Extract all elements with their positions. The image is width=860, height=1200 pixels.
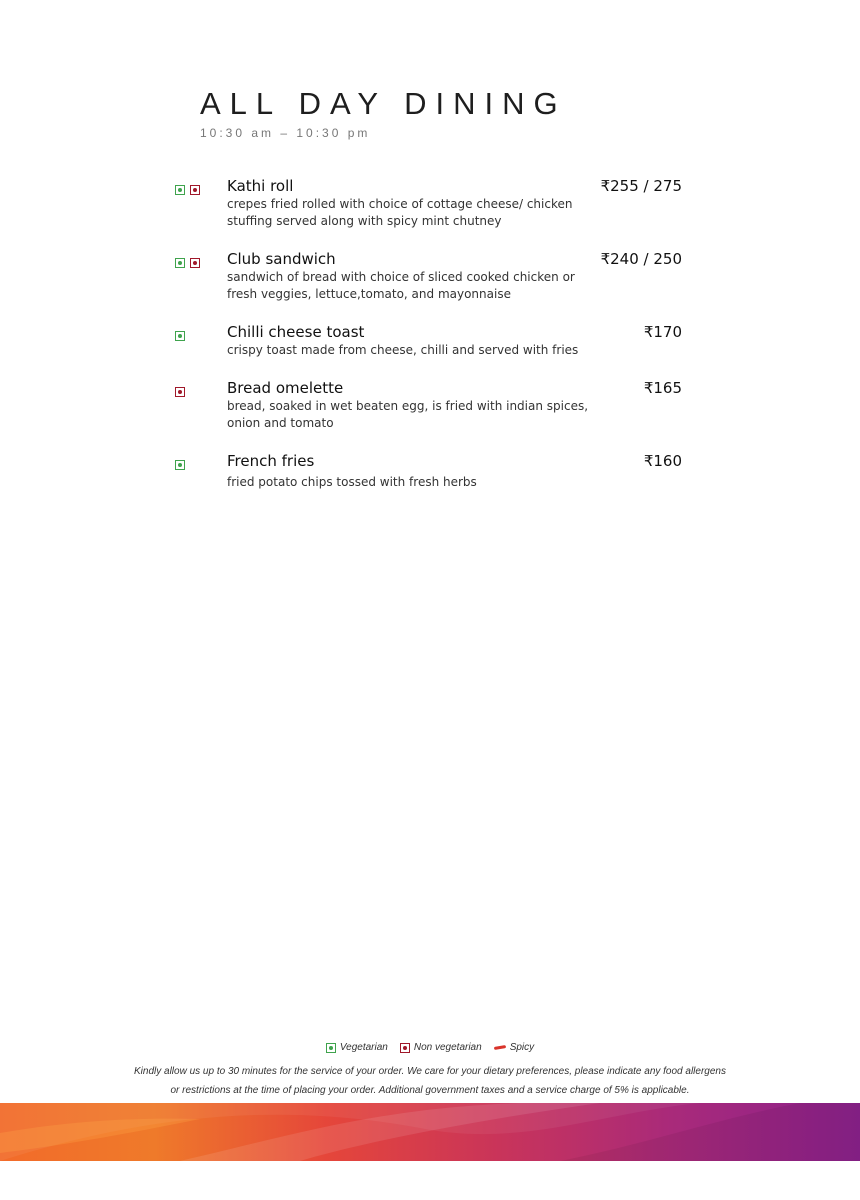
menu-title: ALL DAY DINING: [200, 86, 567, 121]
legend-vegetarian: [326, 1042, 388, 1053]
item-name: Club sandwich: [227, 250, 336, 268]
item-name: Kathi roll: [227, 177, 294, 195]
item-description: bread, soaked in wet beaten egg, is fried with indian spices, onion and tomato: [227, 399, 589, 430]
item-description: fried potato chips tossed with fresh herbs: [227, 475, 477, 489]
service-note: [60, 1062, 800, 1100]
legend-non-vegetarian-label: Non vegetarian: [413, 1042, 482, 1053]
item-description: crispy toast made from cheese, chilli and served with fries: [227, 343, 579, 357]
diet-marks: [175, 387, 185, 397]
legend-spicy-label: Spicy: [509, 1042, 535, 1053]
item-price: ₹240 / 250: [600, 250, 682, 268]
diet-legend: [0, 1042, 860, 1053]
diet-marks: [175, 331, 185, 341]
item-description: sandwich of bread with choice of sliced cooked chicken or fresh veggies, lettuce,tomato, and mayonnaise: [227, 270, 575, 301]
legend-non-vegetarian: [400, 1042, 482, 1053]
item-price: ₹165: [643, 379, 682, 397]
legend-spicy: [494, 1042, 534, 1053]
item-price: ₹160: [643, 452, 682, 470]
wave-decoration: [0, 1103, 860, 1161]
item-price: ₹170: [643, 323, 682, 341]
chilli-icon: [494, 1045, 506, 1050]
diet-marks: [175, 460, 185, 470]
vegetarian-icon: [175, 185, 185, 195]
item-description: crepes fried rolled with choice of cottage cheese/ chicken stuffing served along with spicy mint chutney: [227, 197, 573, 228]
item-name: Bread omelette: [227, 379, 344, 397]
service-hours: 10:30 am – 10:30 pm: [200, 126, 371, 140]
item-price: ₹255 / 275: [600, 177, 682, 195]
vegetarian-icon: [175, 258, 185, 268]
vegetarian-icon: [326, 1043, 336, 1053]
non-vegetarian-icon: [175, 387, 185, 397]
diet-marks: [175, 258, 200, 268]
non-vegetarian-icon: [190, 185, 200, 195]
service-note-line-2: or restrictions at the time of placing your order. Additional government taxes and a service charge of 5% is applicable.: [170, 1085, 690, 1096]
non-vegetarian-icon: [400, 1043, 410, 1053]
item-name: French fries: [227, 452, 315, 470]
vegetarian-icon: [175, 331, 185, 341]
service-note-line-1: Kindly allow us up to 30 minutes for the service of your order. We care for your dietary preferences, please indicate any food allergens: [134, 1066, 726, 1077]
non-vegetarian-icon: [190, 258, 200, 268]
diet-marks: [175, 185, 200, 195]
item-name: Chilli cheese toast: [227, 323, 365, 341]
vegetarian-icon: [175, 460, 185, 470]
legend-vegetarian-label: Vegetarian: [339, 1042, 388, 1053]
brand-color-band: [0, 1103, 860, 1161]
